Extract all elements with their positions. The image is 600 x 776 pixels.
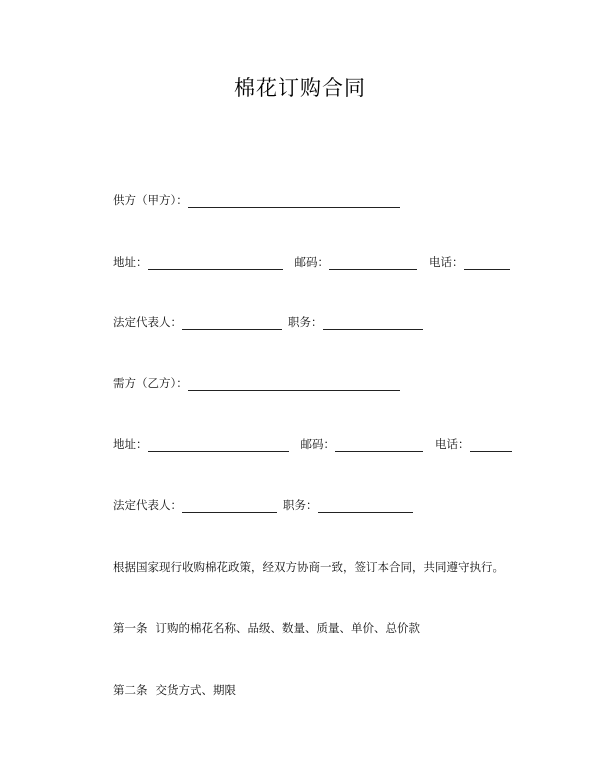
buyer-name-label: 需方（乙方）： — [113, 376, 188, 390]
contract-title: 棉花订购合同 — [234, 76, 366, 100]
buyer-legal-rep-blank[interactable] — [182, 500, 277, 513]
buyer-phone-label: 电话： — [435, 437, 470, 451]
supplier-name-blank[interactable] — [188, 195, 400, 208]
buyer-address-blank[interactable] — [148, 439, 289, 452]
article-2-number: 第二条 — [113, 683, 148, 697]
supplier-phone-blank[interactable] — [464, 257, 510, 270]
article-2-text: 交货方式、期限 — [155, 683, 236, 697]
buyer-name-blank[interactable] — [188, 378, 400, 391]
supplier-postcode-blank[interactable] — [329, 257, 417, 270]
buyer-position-label: 职务： — [283, 498, 318, 512]
supplier-legal-row — [113, 314, 423, 330]
buyer-phone-blank[interactable] — [470, 439, 512, 452]
buyer-legal-rep-label: 法定代表人： — [113, 498, 182, 512]
buyer-postcode-blank[interactable] — [335, 439, 423, 452]
supplier-name-row — [113, 192, 400, 208]
supplier-phone-label: 电话： — [429, 255, 464, 269]
supplier-position-blank[interactable] — [323, 317, 423, 330]
supplier-position-label: 职务： — [288, 315, 323, 329]
supplier-contact-row — [113, 254, 510, 270]
buyer-name-row — [113, 375, 400, 391]
buyer-legal-row — [113, 497, 413, 513]
supplier-address-blank[interactable] — [148, 257, 283, 270]
article-2 — [113, 682, 236, 698]
supplier-legal-rep-blank[interactable] — [182, 317, 282, 330]
supplier-address-label: 地址： — [113, 255, 148, 269]
buyer-position-blank[interactable] — [318, 500, 413, 513]
article-1-text: 订购的棉花名称、品级、数量、质量、单价、总价款 — [155, 621, 420, 635]
article-1 — [113, 620, 420, 636]
article-1-number: 第一条 — [113, 621, 148, 635]
supplier-postcode-label: 邮码： — [294, 255, 329, 269]
buyer-contact-row — [113, 436, 512, 452]
supplier-name-label: 供方（甲方）： — [113, 193, 188, 207]
buyer-address-label: 地址： — [113, 437, 148, 451]
preamble-paragraph: 根据国家现行收购棉花政策，经双方协商一致，签订本合同，共同遵守执行。 — [113, 560, 504, 574]
buyer-postcode-label: 邮码： — [300, 437, 335, 451]
supplier-legal-rep-label: 法定代表人： — [113, 315, 182, 329]
